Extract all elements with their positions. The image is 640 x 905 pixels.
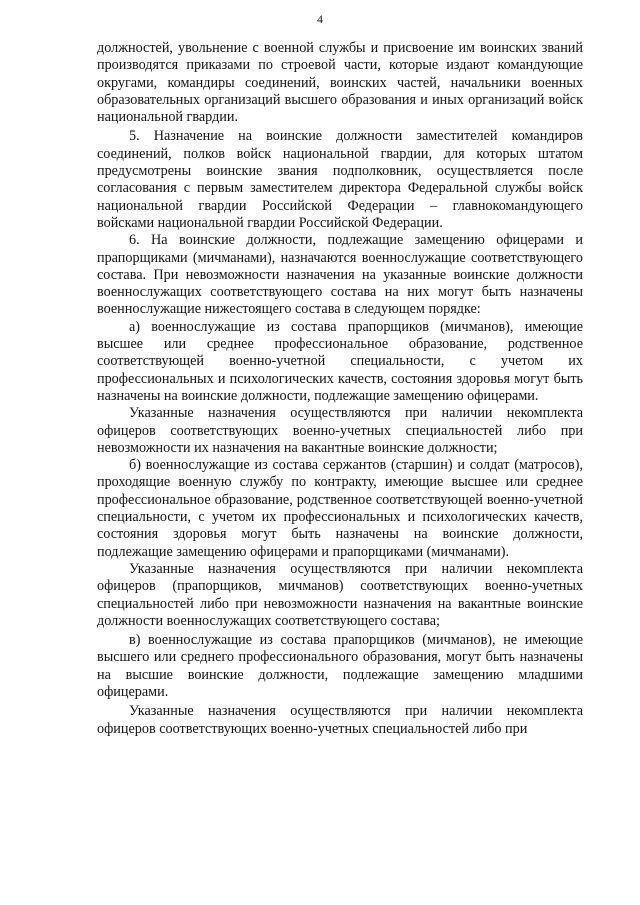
paragraph-continuation: должностей, увольнение с военной службы и присвоение им воинских званий производятся приказами по строевой части, которые издают командующие округами, командиры соединений, воинских частей, начальники военных образовательных организаций высшего образования и иных организаций войск национальной гвардии. — [97, 40, 583, 126]
paragraph-note-b: Указанные назначения осуществляются при наличии некомплекта офицеров (прапорщиков, мичманов) соответствующих военно-учетных специальностей либо при невозможности назначения на вакантные воинские должности военнослужащих соответствующего состава; — [97, 560, 583, 629]
paragraph-note-a: Указанные назначения осуществляются при наличии некомплекта офицеров соответствующих военно-учетных специальностей либо при невозможности их назначения на вакантные воинские должности; — [97, 405, 583, 456]
paragraph-note-v: Указанные назначения осуществляются при наличии некомплекта офицеров соответствующих военно-учетных специальностей либо при — [97, 703, 583, 737]
paragraph-subitem-b: б) военнослужащие из состава сержантов (старшин) и солдат (матросов), проходящие военную службу по контракту, имеющие высшее или среднее профессиональное образование, родственное соответствующей военно-учетной специальности, с учетом их профессиональных и психологических качеств, состояния здоровья могут быть назначены на воинские должности, подлежащие замещению офицерами и прапорщиками (мичманами). — [97, 457, 583, 560]
paragraph-subitem-v: в) военнослужащие из состава прапорщиков (мичманов), не имеющие высшего или среднего профессионального образования, могут быть назначены на высшие воинские должности, подлежащие замещению младшими офицерами. — [97, 632, 583, 700]
document-body — [97, 40, 583, 738]
page-number: 4 — [317, 12, 323, 26]
paragraph-subitem-a: а) военнослужащие из состава прапорщиков (мичманов), имеющие высшее или среднее профессиональное образование, родственное соответствующей военно-учетной специальности, с учетом их профессиональных и психологических качеств, состояния здоровья могут быть назначены на воинские должности, подлежащие замещению офицерами. — [97, 318, 583, 404]
paragraph-item-5: 5. Назначение на воинские должности заместителей командиров соединений, полков войск национальной гвардии, для которых штатом предусмотрены воинские звания подполковник, осуществляется после согласования с первым заместителем директора Федеральной службы войск национальной гвардии Российской Федерации – главнокомандующего войсками национальной гвардии Российской Федерации. — [97, 128, 583, 231]
paragraph-item-6: 6. На воинские должности, подлежащие замещению офицерами и прапорщиками (мичманами), назначаются военнослужащие соответствующего состава. При невозможности назначения на указанные воинские должности военнослужащих соответствующего состава на них могут быть назначены военнослужащие нижестоящего состава в следующем порядке: — [97, 232, 583, 318]
